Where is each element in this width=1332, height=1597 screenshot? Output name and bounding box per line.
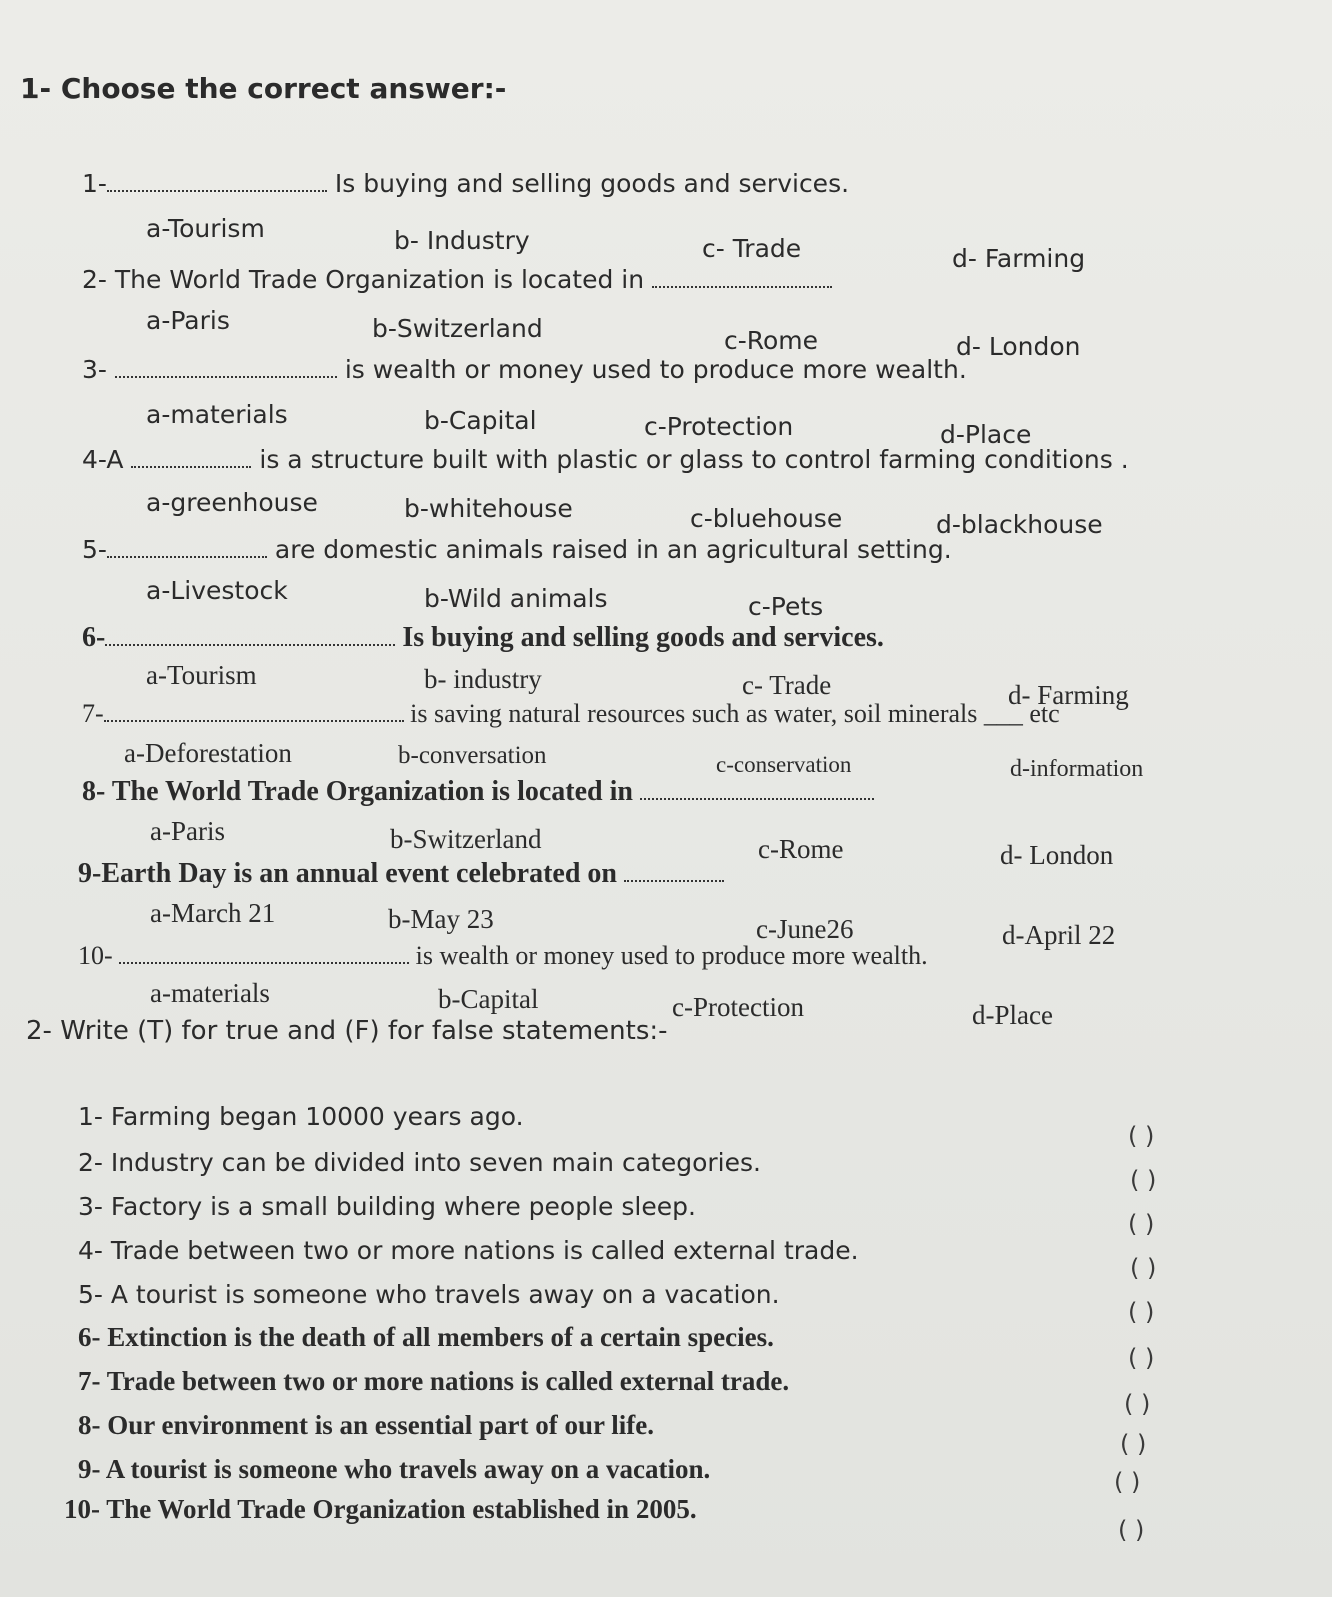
q9-option-a[interactable]: a-March 21 <box>150 898 276 928</box>
question-4 <box>82 444 1129 474</box>
tf-answer-box-5[interactable]: ( ) <box>1128 1298 1155 1326</box>
answer-blank[interactable] <box>104 698 404 722</box>
tf-statement-2: 2- Industry can be divided into seven main categories. <box>78 1148 761 1177</box>
tf-answer-box-1[interactable]: ( ) <box>1128 1122 1155 1150</box>
question-number: 2- The World Trade Organization is located in <box>82 265 645 294</box>
q3-option-c[interactable]: c-Protection <box>644 412 794 441</box>
tf-statement-3: 3- Factory is a small building where people sleep. <box>78 1192 696 1221</box>
tf-answer-box-3[interactable]: ( ) <box>1128 1210 1155 1238</box>
question-number: 6- <box>82 622 106 653</box>
q8-option-a[interactable]: a-Paris <box>150 816 225 846</box>
question-number: 4-A <box>82 445 124 474</box>
question-number: 5- <box>82 535 107 564</box>
question-10 <box>78 940 928 971</box>
question-3 <box>82 354 967 384</box>
q10-option-a[interactable]: a-materials <box>150 978 270 1008</box>
q3-option-d[interactable]: d-Place <box>940 420 1032 449</box>
q4-option-c[interactable]: c-bluehouse <box>690 504 843 533</box>
q7-option-a[interactable]: a-Deforestation <box>124 738 292 768</box>
q3-option-b[interactable]: b-Capital <box>424 406 537 435</box>
q1-option-a[interactable]: a-Tourism <box>146 214 265 243</box>
q7-option-b[interactable]: b-conversation <box>398 742 547 769</box>
q3-option-a[interactable]: a-materials <box>146 400 288 429</box>
q1-option-b[interactable]: b- Industry <box>394 226 530 255</box>
q2-option-a[interactable]: a-Paris <box>146 306 230 335</box>
question-6 <box>82 622 884 654</box>
q7-option-d[interactable]: d-information <box>1010 756 1144 782</box>
question-1 <box>82 168 849 198</box>
question-2 <box>82 264 832 294</box>
question-number: 10- <box>78 941 113 970</box>
q7-option-c[interactable]: c-conservation <box>716 752 852 777</box>
answer-blank[interactable] <box>105 622 395 646</box>
q10-option-c[interactable]: c-Protection <box>672 992 804 1022</box>
section-2-title: 2- Write (T) for true and (F) for false statements:- <box>26 1016 668 1046</box>
tf-statement-4: 4- Trade between two or more nations is called external trade. <box>78 1236 859 1265</box>
question-text: is wealth or money used to produce more wealth. <box>344 355 967 384</box>
question-text: is a structure built with plastic or glass to control farming conditions . <box>259 445 1129 474</box>
q9-option-c[interactable]: c-June26 <box>756 914 854 944</box>
answer-blank[interactable] <box>131 444 251 468</box>
question-number: 8- The World Trade Organization is located in <box>82 776 633 807</box>
answer-blank[interactable] <box>119 940 409 964</box>
q6-option-b[interactable]: b- industry <box>424 664 542 694</box>
tf-statement-1: 1- Farming began 10000 years ago. <box>78 1102 524 1131</box>
q2-option-c[interactable]: c-Rome <box>724 326 819 355</box>
question-number: 9-Earth Day is an annual event celebrated on <box>78 858 617 889</box>
tf-answer-box-7[interactable]: ( ) <box>1124 1390 1151 1418</box>
q6-option-d[interactable]: d- Farming <box>1008 680 1129 710</box>
tf-statement-5: 5- A tourist is someone who travels away on a vacation. <box>78 1280 780 1309</box>
q8-option-c[interactable]: c-Rome <box>758 834 844 864</box>
tf-answer-box-6[interactable]: ( ) <box>1128 1344 1155 1372</box>
q5-option-b[interactable]: b-Wild animals <box>424 584 608 613</box>
answer-blank[interactable] <box>640 776 874 800</box>
answer-blank[interactable] <box>624 858 724 882</box>
answer-blank[interactable] <box>652 264 832 288</box>
answer-blank[interactable] <box>115 354 337 378</box>
section-1-title: 1- Choose the correct answer:- <box>20 72 507 105</box>
tf-answer-box-8[interactable]: ( ) <box>1120 1430 1147 1458</box>
question-text: Is buying and selling goods and services. <box>402 622 884 653</box>
q4-option-a[interactable]: a-greenhouse <box>146 488 318 517</box>
q2-option-b[interactable]: b-Switzerland <box>372 314 543 343</box>
q6-option-a[interactable]: a-Tourism <box>146 660 257 690</box>
question-9 <box>78 858 724 890</box>
q1-option-c[interactable]: c- Trade <box>702 234 802 263</box>
tf-statement-9: 9- A tourist is someone who travels away on a vacation. <box>78 1454 711 1484</box>
question-number: 1- <box>82 169 107 198</box>
tf-answer-box-10[interactable]: ( ) <box>1118 1516 1145 1544</box>
q8-option-b[interactable]: b-Switzerland <box>390 824 542 854</box>
tf-statement-7: 7- Trade between two or more nations is called external trade. <box>78 1366 790 1396</box>
tf-statement-8: 8- Our environment is an essential part of our life. <box>78 1410 654 1440</box>
tf-answer-box-2[interactable]: ( ) <box>1130 1166 1157 1194</box>
q4-option-b[interactable]: b-whitehouse <box>404 494 573 523</box>
answer-blank[interactable] <box>107 534 267 558</box>
question-text: are domestic animals raised in an agricultural setting. <box>274 535 952 564</box>
answer-blank[interactable] <box>107 168 327 192</box>
q10-option-b[interactable]: b-Capital <box>438 984 539 1014</box>
question-number: 3- <box>82 355 107 384</box>
question-text: is wealth or money used to produce more wealth. <box>415 941 928 970</box>
q2-option-d[interactable]: d- London <box>956 332 1081 361</box>
question-number: 7- <box>82 699 104 728</box>
question-text: is saving natural resources such as water, soil minerals ___ etc <box>410 699 1060 728</box>
q5-option-c[interactable]: c-Pets <box>748 592 824 621</box>
q10-option-d[interactable]: d-Place <box>972 1000 1053 1030</box>
q4-option-d[interactable]: d-blackhouse <box>936 510 1103 539</box>
q8-option-d[interactable]: d- London <box>1000 840 1114 870</box>
tf-statement-10: 10- The World Trade Organization established in 2005. <box>64 1494 697 1524</box>
question-7 <box>82 698 1060 729</box>
q9-option-b[interactable]: b-May 23 <box>388 904 494 934</box>
q1-option-d[interactable]: d- Farming <box>952 244 1086 273</box>
question-8 <box>82 776 874 808</box>
tf-answer-box-9[interactable]: ( ) <box>1114 1468 1141 1496</box>
tf-answer-box-4[interactable]: ( ) <box>1130 1254 1157 1282</box>
question-5 <box>82 534 952 564</box>
question-text: Is buying and selling goods and services. <box>334 169 850 198</box>
q9-option-d[interactable]: d-April 22 <box>1002 920 1116 950</box>
q5-option-a[interactable]: a-Livestock <box>146 576 288 605</box>
q6-option-c[interactable]: c- Trade <box>742 670 832 700</box>
tf-statement-6: 6- Extinction is the death of all members of a certain species. <box>78 1322 774 1352</box>
